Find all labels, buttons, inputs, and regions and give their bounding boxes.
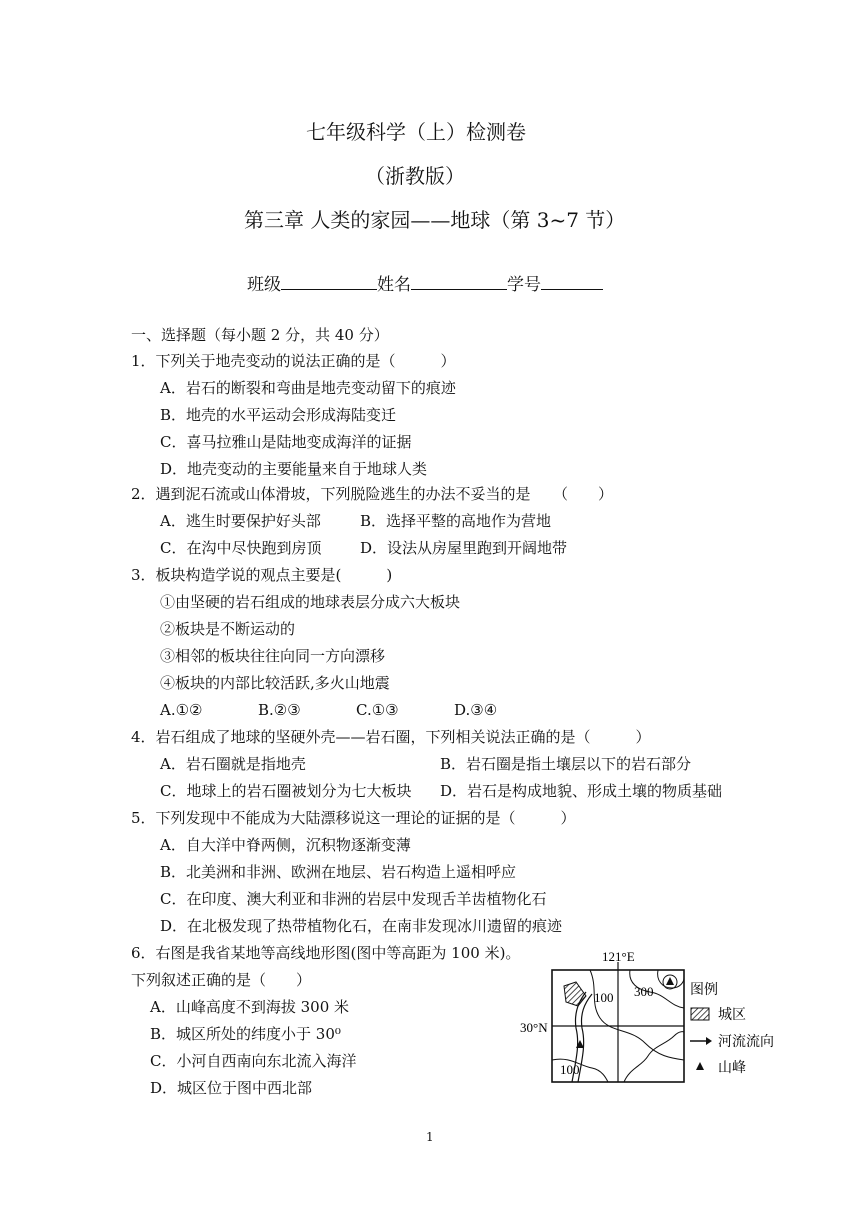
q1-option-c[interactable]: C．喜马拉雅山是陆地变成海洋的证据: [160, 433, 412, 451]
question-6-stem: 6．右图是我省某地等高线地形图(图中等高距为 100 米)。: [131, 944, 521, 962]
section-heading: 一、选择题（每小题 2 分，共 40 分）: [131, 326, 389, 344]
q1-option-b[interactable]: B．地壳的水平运动会形成海陆变迁: [160, 406, 397, 424]
question-6-stem-continued: 下列叙述正确的是（ ）: [131, 971, 312, 989]
q3-statement-2: ②板块是不断运动的: [160, 620, 296, 638]
latitude-label: 30°N: [520, 1020, 548, 1035]
legend-peak-label: 山峰: [718, 1060, 746, 1076]
q2-option-c[interactable]: C．在沟中尽快跑到房顶: [160, 539, 322, 557]
q3-statement-4: ④板块的内部比较活跃,多火山地震: [160, 674, 390, 692]
q2-option-d[interactable]: D．设法从房屋里跑到开阔地带: [360, 539, 568, 557]
name-blank[interactable]: [411, 275, 507, 290]
q5-option-c[interactable]: C．在印度、澳大利亚和非洲的岩层中发现舌羊齿植物化石: [160, 890, 547, 908]
legend-peak-icon: [696, 1062, 704, 1070]
q2-option-a[interactable]: A．逃生时要保护好头部: [160, 512, 321, 530]
q6-option-b[interactable]: B．城区所处的纬度小于 30⁰: [150, 1025, 341, 1043]
question-1-stem: 1．下列关于地壳变动的说法正确的是（ ）: [131, 352, 456, 370]
q1-option-d[interactable]: D．地壳变动的主要能量来自于地球人类: [160, 460, 428, 478]
q3-statement-1: ①由坚硬的岩石组成的地球表层分成六大板块: [160, 593, 461, 611]
q3-statement-3: ③相邻的板块往往向同一方向漂移: [160, 647, 386, 665]
q1-option-a[interactable]: A．岩石的断裂和弯曲是地壳变动留下的痕迹: [160, 379, 456, 397]
q2-option-b[interactable]: B．选择平整的高地作为营地: [360, 512, 552, 530]
q5-option-a[interactable]: A．自大洋中脊两侧，沉积物逐渐变薄: [160, 836, 411, 854]
q3-option-b[interactable]: B.②③: [258, 701, 301, 719]
contour-label: 300: [634, 984, 654, 999]
question-5-stem: 5．下列发现中不能成为大陆漂移说这一理论的证据的是（ ）: [131, 809, 576, 827]
contour-map: [520, 948, 780, 1088]
q5-option-d[interactable]: D．在北极发现了热带植物化石，在南非发现冰川遗留的痕迹: [160, 917, 563, 935]
q3-option-c[interactable]: C.①③: [356, 701, 399, 719]
legend-river-label: 河流流向: [718, 1034, 774, 1050]
longitude-label: 121°E: [602, 949, 635, 964]
contour-label: 100: [594, 990, 614, 1005]
legend-title: 图例: [690, 982, 718, 998]
legend-city-label: 城区: [718, 1007, 746, 1023]
edition-label: （浙教版）: [365, 164, 465, 188]
q4-option-a[interactable]: A．岩石圈就是指地壳: [160, 755, 306, 773]
question-2-stem: 2．遇到泥石流或山体滑坡，下列脱险逃生的办法不妥当的是 （ ）: [131, 485, 614, 503]
question-3-stem: 3．板块构造学说的观点主要是( ): [131, 566, 393, 584]
q6-option-c[interactable]: C．小河自西南向东北流入海洋: [150, 1052, 357, 1070]
q4-option-c[interactable]: C．地球上的岩石圈被划分为七大板块: [160, 782, 412, 800]
city-area: [564, 982, 586, 1006]
number-blank[interactable]: [541, 275, 603, 290]
chapter-title: 第三章 人类的家园——地球（第 3~7 节）: [244, 208, 626, 232]
number-label: 学号: [507, 275, 541, 295]
q6-option-a[interactable]: A．山峰高度不到海拔 300 米: [150, 998, 350, 1016]
q5-option-b[interactable]: B．北美洲和非洲、欧洲在地层、岩石构造上遥相呼应: [160, 863, 517, 881]
contour-line: [624, 1032, 684, 1082]
class-label: 班级: [247, 275, 281, 295]
question-4-stem: 4．岩石组成了地球的坚硬外壳——岩石圈，下列相关说法正确的是（ ）: [131, 728, 651, 746]
contour-label: 100: [560, 1062, 580, 1077]
page-number: 1: [426, 1130, 434, 1144]
q6-option-d[interactable]: D．城区位于图中西北部: [150, 1079, 313, 1097]
q3-option-a[interactable]: A.①②: [160, 701, 203, 719]
class-blank[interactable]: [281, 275, 377, 290]
river: [578, 994, 592, 1082]
name-label: 姓名: [377, 275, 411, 295]
legend-city-swatch: [691, 1008, 709, 1020]
q4-option-b[interactable]: B．岩石圈是指土壤层以下的岩石部分: [440, 755, 692, 773]
peak-marker: [666, 977, 674, 985]
page-title: 七年级科学（上）检测卷: [306, 120, 526, 144]
student-info-line: [247, 270, 603, 295]
q3-option-d[interactable]: D.③④: [454, 701, 498, 719]
q4-option-d[interactable]: D．岩石是构成地貌、形成土壤的物质基础: [440, 782, 723, 800]
